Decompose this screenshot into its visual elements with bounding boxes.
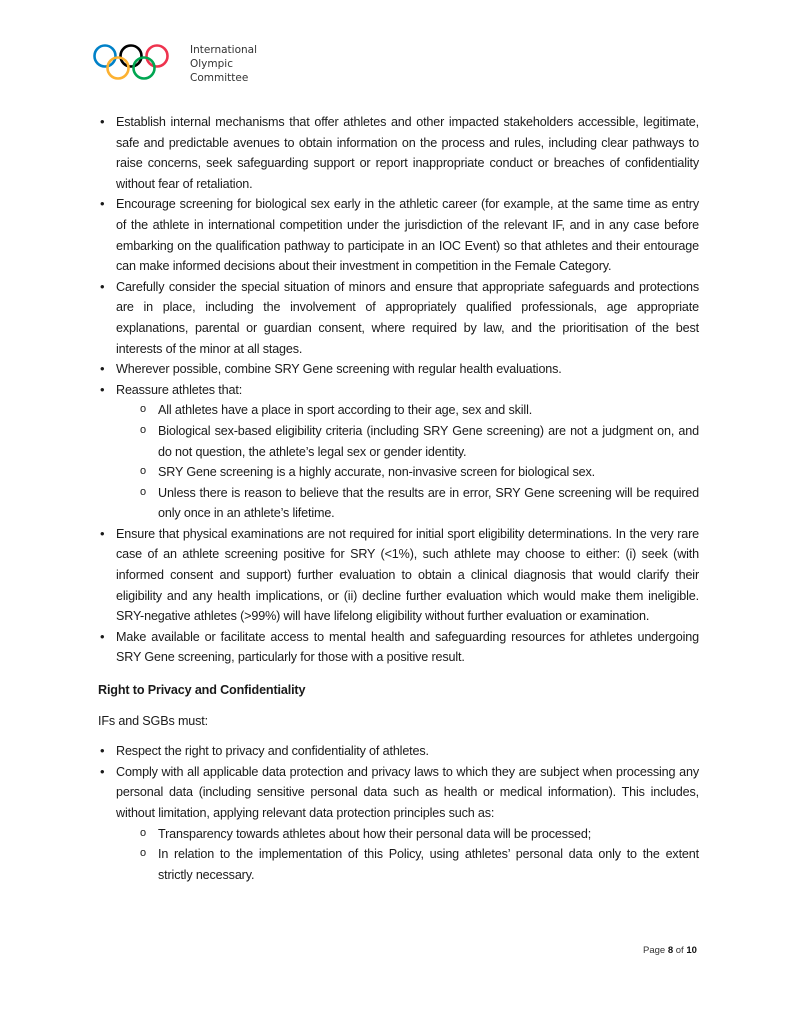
page-label: Page	[643, 945, 666, 956]
list-item-reassure	[98, 380, 699, 524]
page-number	[643, 945, 697, 956]
privacy-bullet-list	[98, 741, 699, 885]
section-heading: Right to Privacy and Confidentiality	[98, 683, 306, 698]
sub-list-item: o Unless there is reason to believe that the results are in error, SRY Gene screening will be required only once in an athlete’s lifetime.	[134, 483, 699, 524]
org-line-1: International	[190, 44, 258, 56]
page-current: 8	[667, 945, 674, 956]
bullet-list-top	[98, 112, 699, 668]
olympic-rings-logo-icon	[92, 41, 170, 87]
document-body	[98, 112, 699, 885]
list-item: • Carefully consider the special situation of minors and ensure that appropriate safeguards and protections are in place, including the involvement of appropriately qualified professionals, age appropriate explanations, parental or guardian consent, where required by law, and the prioritisation of the best interests of the minor at all stages.	[98, 277, 699, 359]
sub-list-item: o Biological sex-based eligibility criteria (including SRY Gene screening) are not a judgment on, and do not question, the athlete’s legal sex or gender identity.	[134, 421, 699, 462]
list-item-data-protection	[98, 762, 699, 886]
page-total: 10	[686, 945, 697, 956]
list-item: • Encourage screening for biological sex early in the athletic career (for example, at the same time as entry of the athlete in international competition under the jurisdiction of the relevant IF, and in any case before embarking on the qualification pathway to participate in an IOC Event) so that athletes and their entourage can make informed decisions about their investment in competition in the Female Category.	[98, 194, 699, 276]
org-line-2: Olympic	[190, 58, 233, 70]
list-item: • Respect the right to privacy and confidentiality of athletes.	[98, 741, 699, 762]
reassure-label: Reassure athletes that:	[116, 382, 243, 397]
org-line-3: Committee	[190, 72, 249, 84]
section-intro: IFs and SGBs must:	[98, 713, 208, 728]
privacy-sublist	[134, 824, 699, 886]
data-protection-text: Comply with all applicable data protection and privacy laws to which they are subject when processing any personal data (including sensitive personal data such as health or medical information). This includes, without limitation, applying relevant data protection principles such as:	[116, 764, 699, 820]
sub-list-item: o In relation to the implementation of this Policy, using athletes’ personal data only to the extent strictly necessary.	[134, 844, 699, 885]
list-item: • Establish internal mechanisms that offer athletes and other impacted stakeholders accessible, legitimate, safe and predictable avenues to obtain information on the process and rules, including clear pathways to raise concerns, seek safeguarding support or report inappropriate conduct or breaches of confidentiality without fear of retaliation.	[98, 112, 699, 194]
of-label: of	[675, 945, 684, 956]
organization-name	[190, 43, 257, 85]
list-item: • Wherever possible, combine SRY Gene screening with regular health evaluations.	[98, 359, 699, 380]
reassure-sublist	[134, 400, 699, 524]
sub-list-item: o SRY Gene screening is a highly accurate, non-invasive screen for biological sex.	[134, 462, 699, 483]
sub-list-item: o All athletes have a place in sport according to their age, sex and skill.	[134, 400, 699, 421]
list-item: • Make available or facilitate access to mental health and safeguarding resources for athletes undergoing SRY Gene screening, particularly for those with a positive result.	[98, 627, 699, 668]
sub-list-item: o Transparency towards athletes about how their personal data will be processed;	[134, 824, 699, 845]
page-header	[92, 40, 257, 88]
list-item: • Ensure that physical examinations are not required for initial sport eligibility determinations. In the very rare case of an athlete screening positive for SRY (<1%), such athlete may choose to either: (i) seek (with informed consent and support) further evaluation to obtain a clinical diagnosis that would clarify their eligibility and any health implications, or (ii) decline further evaluation which would make them ineligible. SRY-negative athletes (>99%) will have lifelong eligibility without further evaluation or examination.	[98, 524, 699, 627]
